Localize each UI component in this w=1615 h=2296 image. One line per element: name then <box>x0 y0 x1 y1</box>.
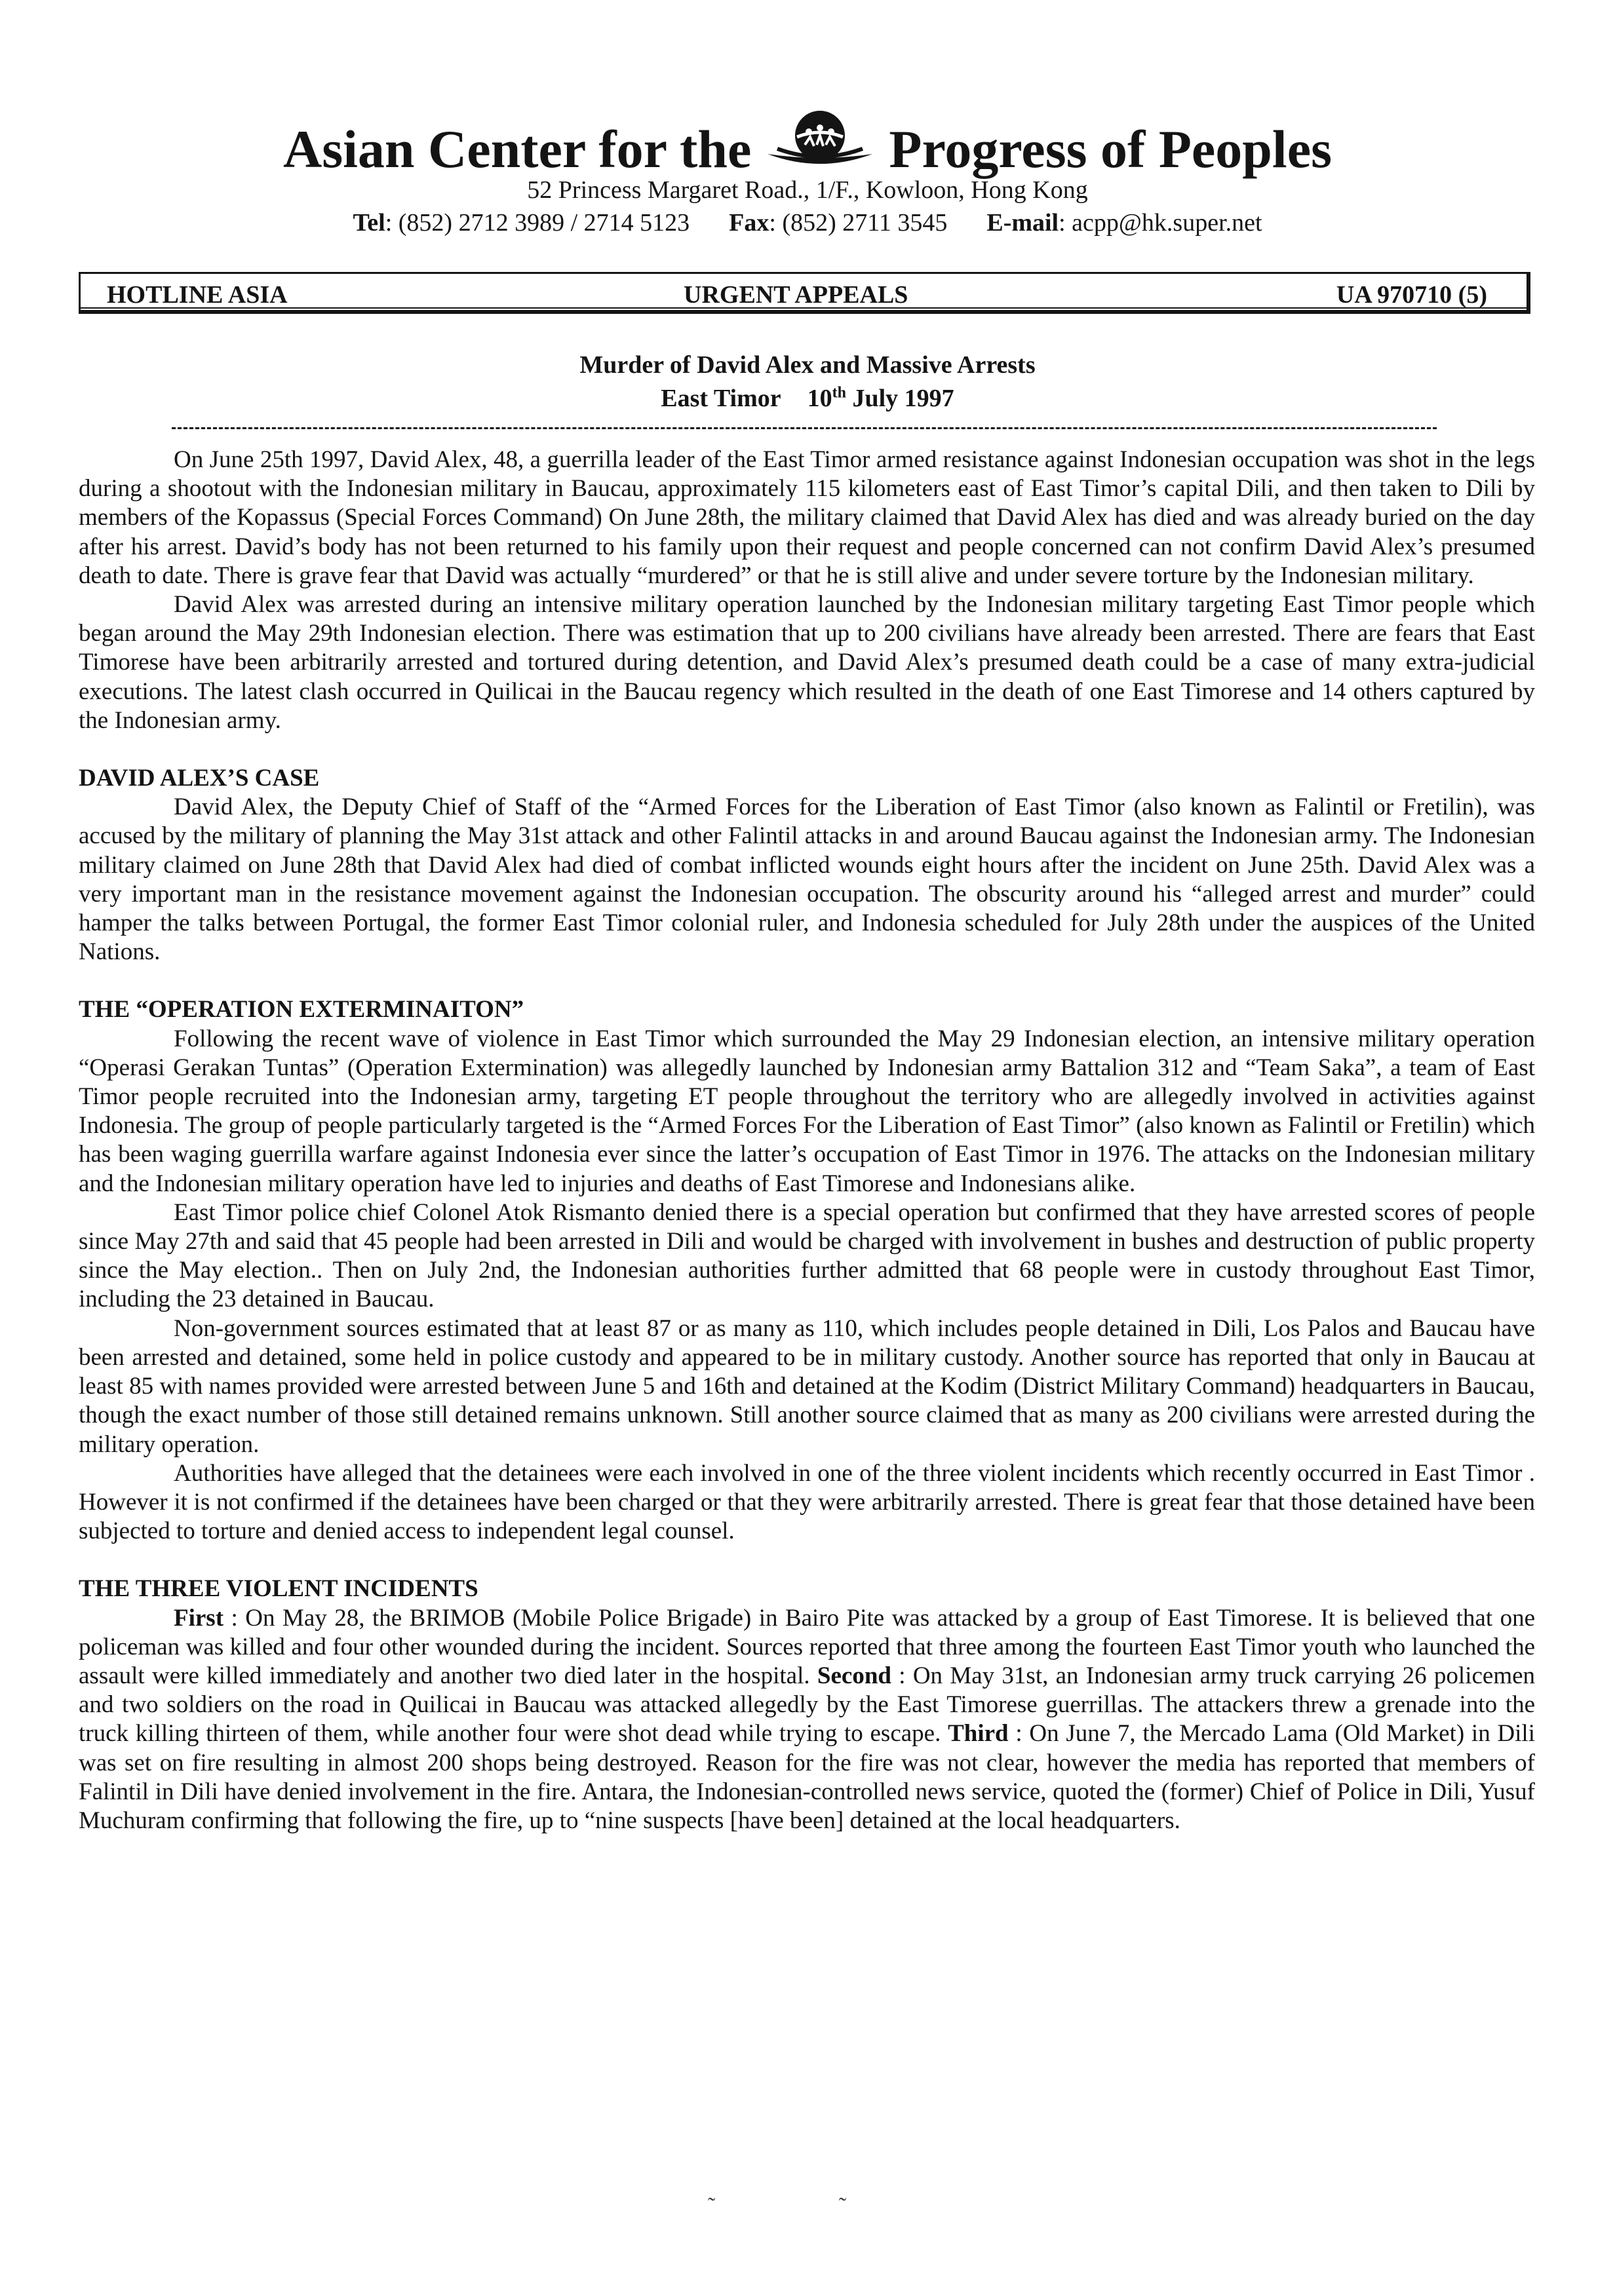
section-paragraph: David Alex, the Deputy Chief of Staff of the “Armed Forces for the Liberation of East Timor (also known as Falintil or Fretilin), was accused by the military of planning the May 31st attack and other Falintil attacks in and around Baucau against the Indonesian army. The Indonesian military claimed on June 28th that David Alex had died of combat inflicted wounds eight hours after the incident on June 25th. David Alex was a very important man in the resistance movement against the Indonesian occupation. The obscurity around his “alleged arrest and murder” could hamper the talks between Portugal, the former East Timor colonial ruler, and Indonesia scheduled for July 28th under the auspices of the United Nations. <box>79 794 1535 966</box>
organization-title-right: Progress of Peoples <box>889 119 1332 179</box>
email-label: E-mail <box>986 209 1059 237</box>
contact-line <box>0 208 1615 237</box>
intro-paragraph-2: David Alex was arrested during an intensive military operation launched by the Indonesian military targeting East Timor people which began around the May 29th Indonesian election. There was estimation that up to 200 civilians have already been arrested. There are fears that East Timorese have been arbitrarily arrested and tortured during detention, and David Alex’s presumed death could be a case of many extra-judicial executions. The latest clash occurred in Quilicai in the Baucau regency which resulted in the death of one East Timorese and 14 others captured by the Indonesian army. <box>79 591 1535 734</box>
organization-title <box>0 108 1615 179</box>
dashed-divider <box>172 427 1437 429</box>
acpp-logo-icon <box>758 108 882 174</box>
email-value: : acpp@hk.super.net <box>1059 209 1262 237</box>
tel-label: Tel <box>353 209 385 237</box>
banner-underline <box>81 307 1527 309</box>
date-suffix: th <box>832 384 846 402</box>
section-three-violent-incidents <box>79 1575 1535 1835</box>
section-david-alex-case <box>79 764 1535 966</box>
tel-value: : (852) 2712 3989 / 2714 5123 <box>385 209 690 237</box>
organization-title-left: Asian Center for the <box>282 119 752 179</box>
banner-urgent-appeals: URGENT APPEALS <box>684 281 908 309</box>
incidents-paragraph <box>79 1604 1535 1836</box>
banner-reference: UA 970710 (5) <box>1336 281 1487 309</box>
section-paragraph: Authorities have alleged that the detainees were each involved in one of the three violent incidents which recently occurred in East Timor . However it is not confirmed if the detainees have been charged or that they were arbitrarily arrested. There is great fear that those detained have been subjected to torture and denied access to independent legal counsel. <box>79 1459 1535 1545</box>
place: East Timor <box>661 385 781 412</box>
section-heading: THE THREE VIOLENT INCIDENTS <box>79 1575 478 1603</box>
section-heading: DAVID ALEX’S CASE <box>79 765 320 792</box>
appeal-banner <box>79 272 1530 314</box>
date-rest: July 1997 <box>852 385 954 412</box>
fax-value: : (852) 2711 3545 <box>769 209 948 237</box>
banner-hotline: HOTLINE ASIA <box>107 281 288 309</box>
incident-third-label: Third <box>948 1720 1009 1748</box>
fax-label: Fax <box>729 209 769 237</box>
incident-second-text: : On May 31st, an Indonesian army truck carrying 26 policemen and two soldiers on the road in Quilicai in Baucau was attacked allegedly by the East Timorese guerrillas. The attackers threw a grenade into the truck killing thirteen of them, while another four were shot dead while trying to escape. <box>79 1662 1536 1748</box>
incident-first-text: : On May 28, the BRIMOB (Mobile Police Brigade) in Bairo Pite was attacked by a group of East Timorese. It is believed that one policeman was killed and four other wounded during the incident. Sources reported that three among the fourteen East Timor youth who launched the assault were killed immediately and another two died later in the hospital. <box>79 1604 1535 1689</box>
scan-marks: ˜ ˜ <box>708 2194 906 2218</box>
document-title: Murder of David Alex and Massive Arrests <box>579 351 1036 379</box>
section-heading: THE “OPERATION EXTERMINAITON” <box>79 996 524 1024</box>
incident-third-text: : On June 7, the Mercado Lama (Old Market) in Dili was set on fire resulting in almost 200 shops being destroyed. Reason for the fire was not clear, however the media has reported that members of Falintil in Dili have denied involvement in the fire. Antara, the Indonesian-controlled news service, quoted the (former) Chief of Police in Dili, Yusuf Muchuram confirming that following the fire, up to “nine suspects [have been] detained at the local headquarters. <box>79 1720 1535 1834</box>
section-paragraph: Following the recent wave of violence in East Timor which surrounded the May 29 Indonesian election, an intensive military operation “Operasi Gerakan Tuntas” (Operation Extermination) was allegedly launched by Indonesian army Battalion 312 and “Team Saka”, a team of East Timor people recruited into the Indonesian army, targeting ET people throughout the territory who are allegedly involved in activities against Indonesia. The group of people particularly targeted is the “Armed Forces For the Liberation of East Timor” (also known as Falintil or Fretilin) which has been waging guerrilla warfare against Indonesia ever since the latter’s occupation of East Timor in 1976. The attacks on the Indonesian military and the Indonesian military operation have led to injuries and deaths of East Timorese and Indonesians alike. <box>79 1025 1535 1197</box>
section-paragraph: Non-government sources estimated that at least 87 or as many as 110, which includes people detained in Dili, Los Palos and Baucau have been arrested and detained, some held in police custody and appeared to be in military custody. Another source has reported that only in Baucau at least 85 with names provided were arrested between June 5 and 16th and detained at the Kodim (District Military Command) headquarters in Baucau, though the exact number of those still detained remains unknown. Still another source claimed that as many as 200 civilians were arrested during the military operation. <box>79 1314 1535 1458</box>
section-paragraph: East Timor police chief Colonel Atok Rismanto denied there is a special operation but confirmed that they have arrested scores of people since May 27th and said that 45 people had been arrested in Dili and would be charged with involvement in bushes and destruction of public property since the May election.. Then on July 2nd, the Indonesian authorities further admitted that 68 people were in custody throughout East Timor, including the 23 detained in Baucau. <box>79 1198 1535 1313</box>
document-body <box>79 446 1535 1835</box>
section-operation-extermination <box>79 995 1535 1546</box>
incident-second-label: Second <box>817 1662 891 1689</box>
intro-paragraph-1: On June 25th 1997, David Alex, 48, a guerrilla leader of the East Timor armed resistance against Indonesian occupation was shot in the legs during a shootout with the Indonesian military in Baucau, approximately 115 kilometers east of East Timor’s capital Dili, and then taken to Dili by members of the Kopassus (Special Forces Command) On June 28th, the military claimed that David Alex has died and was already buried on the day after his arrest. David’s body has not been returned to his family upon their request and people concerned can not confirm David Alex’s presumed death to date. There is grave fear that David was actually “murdered” or that he is still alive and under severe torture by the Indonesian military. <box>79 446 1535 589</box>
date-day: 10 <box>807 385 832 412</box>
incident-first-label: First <box>174 1604 224 1632</box>
document-subtitle <box>0 384 1615 413</box>
address-line: 52 Princess Margaret Road., 1/F., Kowloon, Hong Kong <box>527 176 1088 204</box>
